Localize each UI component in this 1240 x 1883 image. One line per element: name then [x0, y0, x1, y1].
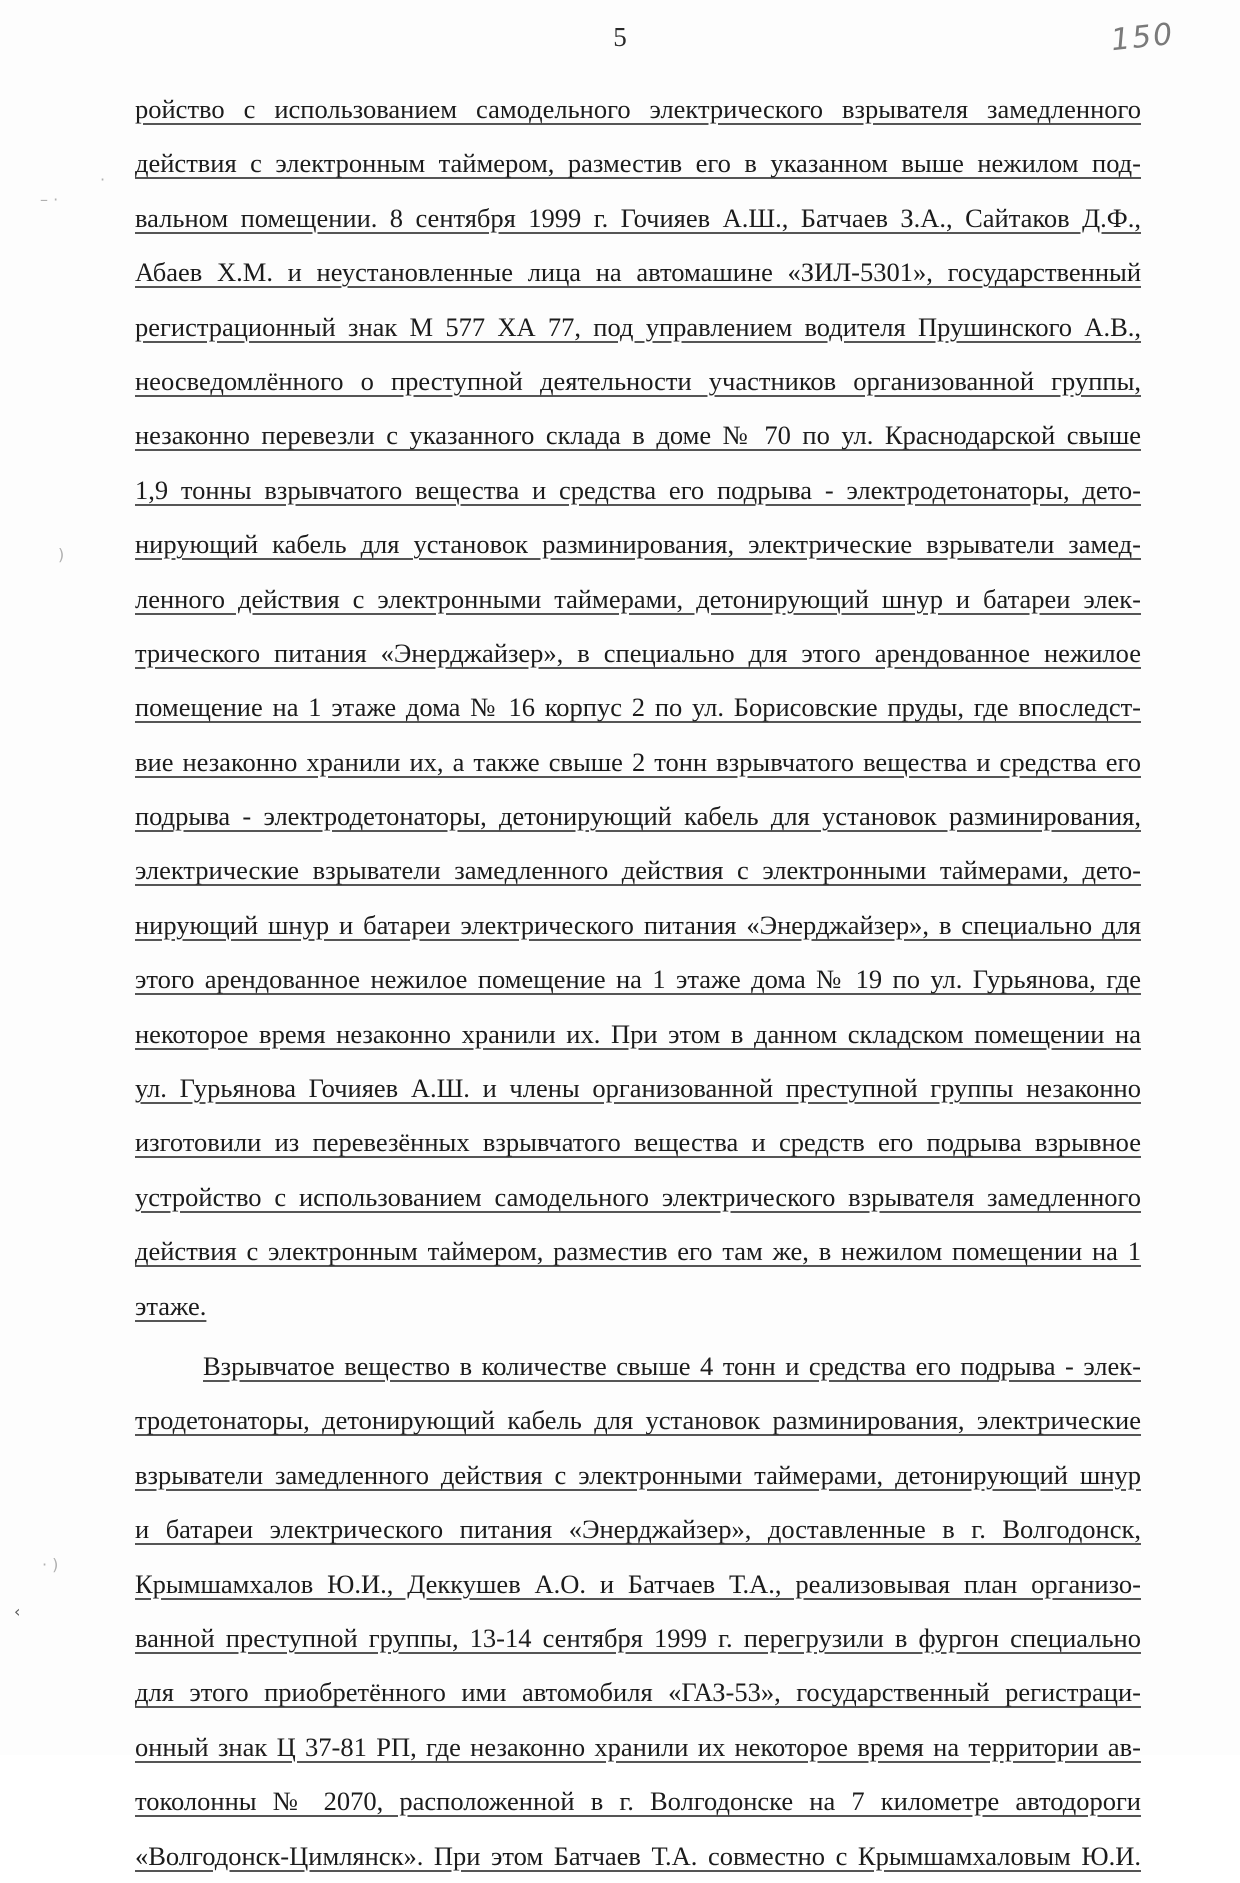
- text-line: нирующий шнур и батареи электрического питания «Энерджайзер», в специально для: [135, 909, 1141, 940]
- text-line: действия с электронным таймером, разместив его там же, в нежилом помещении на 1: [135, 1236, 1141, 1267]
- margin-scan-mark: – ·: [40, 190, 59, 209]
- text-line: неосведомлённого о преступной деятельности участников организованной группы,: [135, 365, 1141, 396]
- text-line: этаже.: [135, 1290, 207, 1321]
- text-line: вие незаконно хранили их, а также свыше 2 тонн взрывчатого вещества и средства его: [135, 746, 1141, 777]
- text-line: ванной преступной группы, 13-14 сентября 1999 г. перегрузили в фургон специально: [135, 1622, 1141, 1653]
- text-line: ул. Гурьянова Гочияев А.Ш. и члены организованной преступной группы незаконно: [135, 1073, 1141, 1104]
- text-line: вальном помещении. 8 сентября 1999 г. Гочияев А.Ш., Батчаев З.А., Сайтаков Д.Ф.,: [135, 202, 1141, 233]
- text-line: подрыва - электродетонаторы, детонирующий кабель для установок разминирования,: [135, 801, 1141, 832]
- text-line: регистрационный знак М 577 ХА 77, под управлением водителя Прушинского А.В.,: [135, 311, 1141, 342]
- text-line: изготовили из перевезённых взрывчатого вещества и средств его подрыва взрывное: [135, 1127, 1141, 1158]
- paragraph-continued: [135, 82, 1141, 1333]
- text-line: токолонны № 2070, расположенной в г. Волгодонске на 7 километре автодороги: [135, 1786, 1141, 1817]
- text-line: помещение на 1 этаже дома № 16 корпус 2 по ул. Борисовские пруды, где впоследст-: [135, 692, 1141, 723]
- text-line: и батареи электрического питания «Энерджайзер», доставленные в г. Волгодонск,: [135, 1514, 1141, 1545]
- text-line: Взрывчатое вещество в количестве свыше 4 тонн и средства его подрыва - элек-: [203, 1350, 1141, 1381]
- margin-dot-mark: ·: [100, 170, 106, 189]
- text-line: тродетонаторы, детонирующий кабель для установок разминирования, электрические: [135, 1405, 1141, 1436]
- text-line: ленного действия с электронными таймерами, детонирующий шнур и батареи элек-: [135, 583, 1141, 614]
- text-line: онный знак Ц 37-81 РП, где незаконно хранили их некоторое время на территории ав-: [135, 1731, 1141, 1762]
- text-line: устройство с использованием самодельного электрического взрывателя замедленного: [135, 1181, 1141, 1212]
- text-line: действия с электронным таймером, разместив его в указанном выше нежилом под-: [135, 148, 1141, 179]
- margin-scan-mark: ): [58, 545, 65, 564]
- text-line: некоторое время незаконно хранили их. При этом в данном складском помещении на: [135, 1018, 1141, 1049]
- margin-scan-mark: · ): [42, 1555, 59, 1574]
- document-body: [135, 82, 1141, 1883]
- text-line: незаконно перевезли с указанного склада в доме № 70 по ул. Краснодарской свыше: [135, 420, 1141, 451]
- text-line: «Волгодонск-Цимлянск». При этом Батчаев Т.А. совместно с Крымшамхаловым Ю.И.: [135, 1840, 1141, 1871]
- page-number: 5: [613, 22, 627, 52]
- text-line: трического питания «Энерджайзер», в специально для этого арендованное нежилое: [135, 637, 1141, 668]
- handwritten-folio-number: 150: [1109, 16, 1176, 59]
- text-line: взрыватели замедленного действия с электронными таймерами, детонирующий шнур: [135, 1459, 1141, 1490]
- text-line: электрические взрыватели замедленного действия с электронными таймерами, дето-: [135, 855, 1141, 886]
- text-line: для этого приобретённого ими автомобиля «ГАЗ-53», государственный регистраци-: [135, 1677, 1141, 1708]
- text-line: 1,9 тонны взрывчатого вещества и средства его подрыва - электродетонаторы, дето-: [135, 474, 1141, 505]
- margin-dot-mark: ‹: [14, 1602, 21, 1621]
- text-line: Крымшамхалов Ю.И., Деккушев А.О. и Батчаев Т.А., реализовывая план организо-: [135, 1568, 1141, 1599]
- text-line: Абаев Х.М. и неустановленные лица на автомашине «ЗИЛ-5301», государственный: [135, 257, 1141, 288]
- text-line: нирующий кабель для установок разминирования, электрические взрыватели замед-: [135, 529, 1141, 560]
- text-line: этого арендованное нежилое помещение на 1 этаже дома № 19 по ул. Гурьянова, где: [135, 964, 1141, 995]
- text-line: ройство с использованием самодельного электрического взрывателя замедленного: [135, 94, 1141, 124]
- paragraph: [135, 1339, 1141, 1883]
